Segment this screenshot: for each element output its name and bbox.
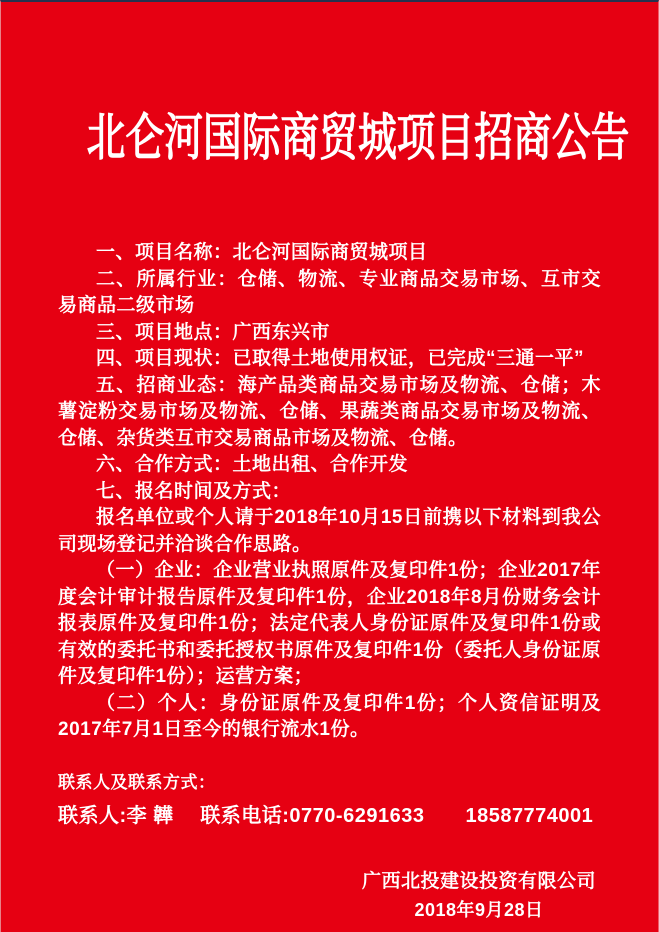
announcement-body (58, 240, 601, 744)
signature-block (362, 868, 596, 924)
paragraph-enterprise-materials: （一）企业：企业营业执照原件及复印件1份；企业2017年度会计审计报告原件及复印件1份，企业2018年8月份财务会计报表原件及复印件1份；法定代表人身份证原件及复印件1份或有效的委托书和委托授权书原件及复印件1份（委托人身份证原件及复印件1份）；运营方案； (58, 560, 601, 687)
paragraph-industry: 二、所属行业：仓储、物流、专业商品交易市场、互市交易商品二级市场 (58, 268, 601, 316)
publish-date: 2018年9月28日 (414, 899, 544, 920)
paragraph-registration-heading: 七、报名时间及方式： (96, 480, 292, 502)
paragraph-project-status: 四、项目现状：已取得土地使用权证，已完成“三通一平” (96, 348, 585, 369)
title-row (1, 96, 658, 170)
paragraph-registration-detail: 报名单位或个人请于2018年10月15日前携以下材料到我公司现场登记并洽谈合作思路。 (58, 507, 601, 555)
contact-section (58, 768, 601, 835)
page-title: 北仑河国际商贸城项目招商公告 (86, 111, 630, 167)
paragraph-cooperation-method: 六、合作方式：土地出租、合作开发 (96, 454, 409, 475)
paragraph-individual-materials: （二）个人：身份证原件及复印件1份；个人资信证明及2017年7月1日至今的银行流水1份。 (58, 692, 601, 740)
contact-heading: 联系人及联系方式： (58, 772, 216, 792)
paragraph-location: 三、项目地点：广西东兴市 (96, 321, 331, 343)
paragraph-project-name: 一、项目名称：北仑河国际商贸城项目 (96, 242, 428, 263)
paragraph-business-types: 五、招商业态：海产品类商品交易市场及物流、仓储；木薯淀粉交易市场及物流、仓储、果蔬类商品交易市场及物流、仓储、杂货类互市交易商品市场及物流、仓储。 (58, 374, 601, 449)
company-name: 广西北投建设投资有限公司 (361, 870, 596, 892)
contact-line: 联系人:李 韡 联系电话:0770-6291633 18587774001 (58, 804, 594, 827)
